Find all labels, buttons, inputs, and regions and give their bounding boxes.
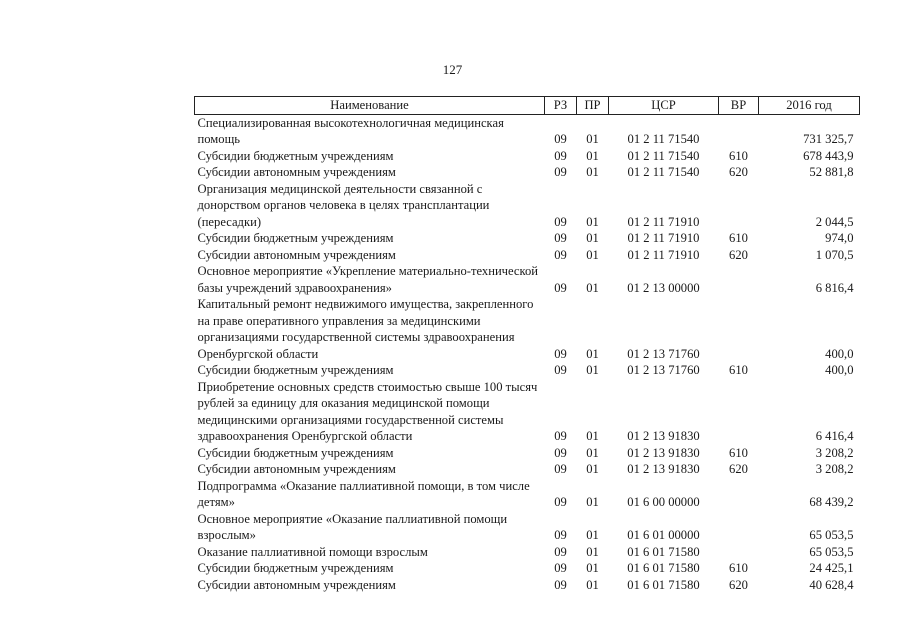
row-vr [719, 296, 759, 362]
row-csr: 01 6 01 71580 [627, 544, 700, 559]
row-amount: 65 053,5 [809, 528, 854, 542]
table-row [195, 296, 860, 362]
row-name: Приобретение основных средств стоимостью свыше 100 тысяч рублей за единицу для оказания медицинской помощи медицинскими организациями государственной системы здравоохранения Оренбургской области [197, 379, 538, 443]
row-name: Капитальный ремонт недвижимого имущества, закрепленного на праве оперативного управления за медицинскими организациями государственной системы здравоохранения Оренбургской области [197, 297, 534, 361]
row-amount: 40 628,4 [809, 577, 854, 592]
row-name: Субсидии автономным учреждениям [197, 577, 396, 592]
row-csr: 01 2 13 91830 [627, 462, 700, 476]
header-vr: ВР [719, 97, 759, 115]
row-name: Организация медицинской деятельности связанной с донорством органов человека в целях трансплантации (пересадки) [197, 181, 490, 229]
row-amount: 974,0 [825, 231, 854, 245]
row-name: Субсидии бюджетным учреждениям [197, 445, 394, 460]
row-amount: 65 053,5 [809, 544, 854, 559]
row-csr: 01 2 11 71910 [627, 231, 700, 245]
row-csr: 01 6 00 00000 [627, 495, 700, 509]
table-row [195, 263, 860, 296]
row-amount: 400,0 [825, 346, 854, 361]
table-row [195, 577, 860, 594]
header-csr: ЦСР [609, 97, 719, 115]
row-rz: 09 [554, 462, 567, 476]
row-pr: 01 [586, 247, 599, 262]
row-rz: 09 [554, 363, 567, 377]
row-vr: 620 [729, 165, 748, 179]
table-row [195, 461, 860, 478]
row-rz: 09 [554, 231, 567, 245]
row-rz: 09 [554, 495, 567, 509]
row-vr [719, 544, 759, 561]
row-pr: 01 [586, 363, 599, 377]
table-row [195, 560, 860, 577]
row-pr: 01 [586, 231, 599, 245]
budget-table [194, 96, 860, 593]
row-rz: 09 [554, 132, 567, 146]
row-csr: 01 2 13 00000 [627, 280, 700, 295]
header-rz: РЗ [545, 97, 577, 115]
row-pr: 01 [586, 528, 599, 542]
table-row [195, 478, 860, 511]
row-name: Основное мероприятие «Укрепление материально-технической базы учреждений здравоохранения» [197, 264, 539, 295]
row-name: Субсидии бюджетным учреждениям [197, 231, 394, 245]
row-pr: 01 [586, 544, 599, 559]
row-amount: 6 816,4 [815, 280, 854, 295]
row-amount: 68 439,2 [809, 495, 854, 509]
row-amount: 3 208,2 [815, 445, 854, 460]
row-rz: 09 [554, 148, 567, 163]
row-vr [719, 511, 759, 544]
row-rz: 09 [554, 429, 567, 443]
row-csr: 01 2 11 71910 [627, 214, 700, 229]
row-vr: 610 [729, 445, 748, 460]
row-csr: 01 6 01 00000 [627, 528, 700, 542]
row-vr: 610 [729, 363, 748, 377]
row-pr: 01 [586, 445, 599, 460]
page-number: 127 [442, 62, 463, 77]
row-amount: 400,0 [825, 363, 854, 377]
row-rz: 09 [554, 165, 567, 179]
row-amount: 6 416,4 [815, 429, 854, 443]
row-rz: 09 [554, 445, 567, 460]
row-vr: 620 [729, 577, 748, 592]
row-pr: 01 [586, 165, 599, 179]
row-name: Оказание паллиативной помощи взрослым [197, 544, 428, 559]
row-csr: 01 2 11 71540 [627, 165, 700, 179]
row-csr: 01 2 11 71540 [627, 132, 700, 146]
table-row [195, 379, 860, 445]
table-row [195, 164, 860, 181]
row-csr: 01 2 13 91830 [627, 429, 700, 443]
row-vr [719, 478, 759, 511]
row-name: Субсидии бюджетным учреждениям [197, 363, 394, 377]
table-row [195, 114, 860, 148]
row-vr [719, 114, 759, 148]
header-pr: ПР [577, 97, 609, 115]
row-pr: 01 [586, 346, 599, 361]
table-row [195, 362, 860, 379]
row-name: Субсидии автономным учреждениям [197, 165, 396, 179]
row-pr: 01 [586, 214, 599, 229]
row-amount: 3 208,2 [815, 462, 854, 476]
row-vr: 610 [729, 231, 748, 245]
row-amount: 52 881,8 [809, 165, 854, 179]
row-name: Субсидии автономным учреждениям [197, 462, 396, 476]
row-vr: 610 [729, 148, 748, 163]
table-row [195, 148, 860, 165]
row-rz: 09 [554, 544, 567, 559]
row-pr: 01 [586, 561, 599, 575]
row-name: Субсидии бюджетным учреждениям [197, 148, 394, 163]
row-vr [719, 379, 759, 445]
row-csr: 01 6 01 71580 [627, 577, 700, 592]
row-amount: 2 044,5 [815, 214, 854, 229]
row-rz: 09 [554, 561, 567, 575]
row-pr: 01 [586, 495, 599, 509]
row-pr: 01 [586, 148, 599, 163]
row-vr: 620 [729, 247, 748, 262]
row-rz: 09 [554, 577, 567, 592]
row-csr: 01 2 13 71760 [627, 346, 700, 361]
row-csr: 01 2 13 71760 [627, 363, 700, 377]
table-row [195, 230, 860, 247]
row-pr: 01 [586, 429, 599, 443]
header-name: Наименование [195, 97, 545, 115]
row-pr: 01 [586, 280, 599, 295]
row-amount: 731 325,7 [803, 132, 854, 146]
table-row [195, 247, 860, 264]
table-row [195, 544, 860, 561]
row-amount: 24 425,1 [809, 561, 854, 575]
row-name: Субсидии автономным учреждениям [197, 247, 396, 262]
row-name: Специализированная высокотехнологичная медицинская помощь [197, 115, 504, 146]
row-pr: 01 [586, 577, 599, 592]
row-rz: 09 [554, 528, 567, 542]
row-csr: 01 2 11 71540 [627, 148, 700, 163]
table-row [195, 445, 860, 462]
row-amount: 678 443,9 [803, 148, 854, 163]
row-rz: 09 [554, 280, 567, 295]
table-row [195, 181, 860, 231]
row-csr: 01 2 11 71910 [627, 247, 700, 262]
header-year: 2016 год [759, 97, 860, 115]
table-header [195, 97, 860, 115]
table-row [195, 511, 860, 544]
row-rz: 09 [554, 214, 567, 229]
row-vr: 620 [729, 462, 748, 476]
row-rz: 09 [554, 346, 567, 361]
row-name: Основное мероприятие «Оказание паллиативной помощи взрослым» [197, 511, 508, 542]
row-vr [719, 181, 759, 231]
row-vr: 610 [729, 561, 748, 575]
row-pr: 01 [586, 132, 599, 146]
row-pr: 01 [586, 462, 599, 476]
row-csr: 01 2 13 91830 [627, 445, 700, 460]
row-name: Подпрограмма «Оказание паллиативной помощи, в том числе детям» [197, 478, 530, 509]
row-name: Субсидии бюджетным учреждениям [197, 561, 394, 575]
row-amount: 1 070,5 [815, 247, 854, 262]
row-rz: 09 [554, 247, 567, 262]
row-csr: 01 6 01 71580 [627, 561, 700, 575]
row-vr [719, 263, 759, 296]
table-body [195, 114, 860, 593]
